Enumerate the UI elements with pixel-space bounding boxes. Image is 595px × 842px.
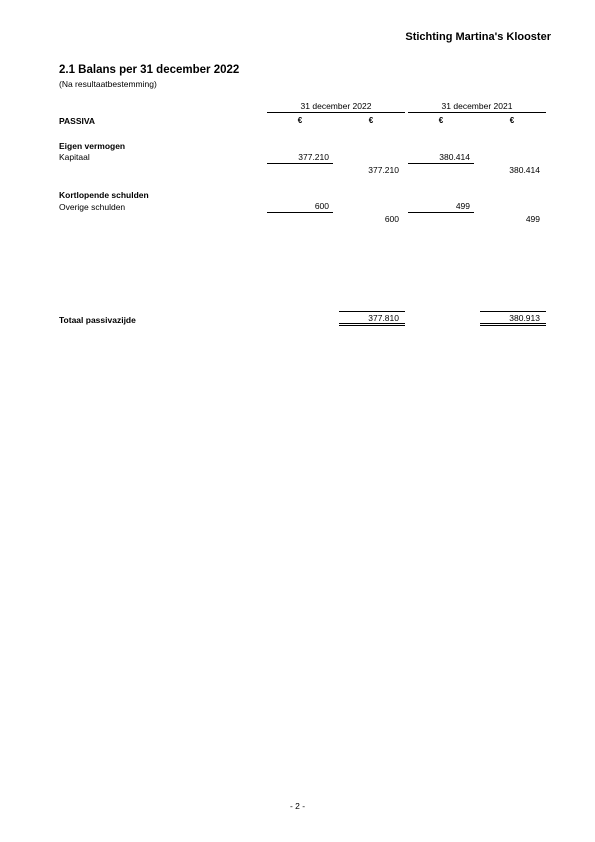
subtotal-rule-liabilities-2021 (408, 212, 474, 213)
page-number: - 2 - (289, 801, 306, 811)
passiva-label: PASSIVA (59, 116, 96, 126)
currency-2021-right: € (509, 116, 515, 125)
total-value-2022: 377.810 (368, 313, 399, 323)
section-title: 2.1 Balans per 31 december 2022 (59, 64, 240, 76)
value-overige-schulden-2022: 600 (314, 201, 329, 211)
subtotal-liabilities-2021: 499 (525, 214, 540, 224)
subtotal-equity-2021: 380.414 (509, 165, 540, 175)
column-header-rule-2022 (267, 112, 405, 113)
group-heading-equity: Eigen vermogen (59, 141, 126, 151)
organization-name: Stichting Martina's Klooster (405, 31, 551, 43)
value-overige-schulden-2021: 499 (455, 201, 470, 211)
total-top-rule-2021 (480, 311, 546, 312)
column-header-2021: 31 december 2021 (441, 101, 513, 111)
column-header-2022: 31 december 2022 (300, 101, 372, 111)
currency-2022-right: € (368, 116, 374, 125)
total-label: Totaal passivazijde (59, 315, 136, 325)
subtotal-rule-equity-2022 (267, 163, 333, 164)
total-double-rule-2022 (339, 323, 405, 326)
section-subtitle: (Na resultaatbestemming) (59, 79, 157, 89)
row-label-kapitaal: Kapitaal (59, 152, 90, 162)
currency-2021-left: € (438, 116, 444, 125)
subtotal-rule-liabilities-2022 (267, 212, 333, 213)
currency-2022-left: € (297, 116, 303, 125)
group-heading-current-liabilities: Kortlopende schulden (59, 190, 149, 200)
column-header-rule-2021 (408, 112, 546, 113)
subtotal-liabilities-2022: 600 (384, 214, 399, 224)
total-top-rule-2022 (339, 311, 405, 312)
total-value-2021: 380.913 (509, 313, 540, 323)
total-double-rule-2021 (480, 323, 546, 326)
value-kapitaal-2022: 377.210 (298, 152, 329, 162)
subtotal-rule-equity-2021 (408, 163, 474, 164)
row-label-overige-schulden: Overige schulden (59, 202, 126, 212)
subtotal-equity-2022: 377.210 (368, 165, 399, 175)
value-kapitaal-2021: 380.414 (439, 152, 470, 162)
